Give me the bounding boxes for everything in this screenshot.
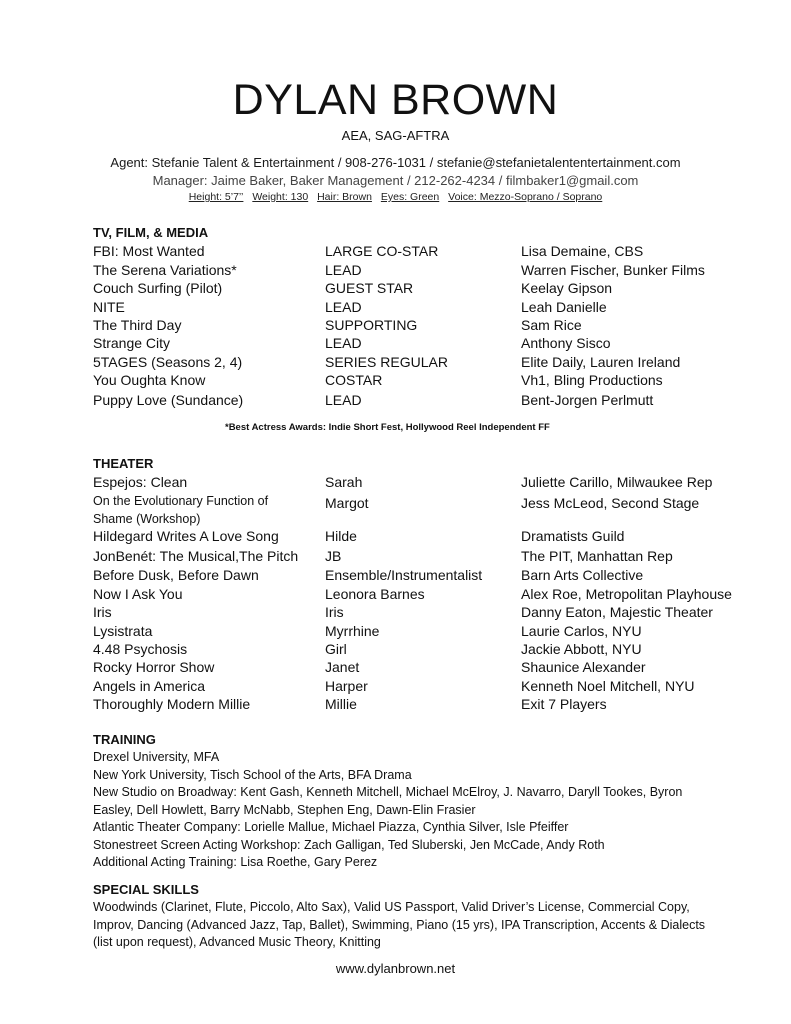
union-affiliations: AEA, SAG-AFTRA bbox=[341, 128, 450, 143]
stat-eyes: Eyes: Green bbox=[380, 191, 440, 203]
stat-hair: Hair: Brown bbox=[317, 191, 372, 203]
training-list bbox=[93, 749, 713, 872]
credit-row bbox=[0, 585, 791, 603]
credit-row bbox=[0, 677, 791, 695]
training-heading: TRAINING bbox=[93, 732, 156, 747]
credit-row bbox=[0, 353, 791, 371]
credit-role: Janet bbox=[325, 659, 360, 675]
credit-title: Rocky Horror Show bbox=[93, 659, 215, 675]
credit-row bbox=[0, 527, 791, 545]
credit-title: Hildegard Writes A Love Song bbox=[93, 528, 279, 544]
credit-role: Ensemble/Instrumentalist bbox=[325, 567, 483, 583]
credit-role: COSTAR bbox=[325, 372, 383, 388]
credit-company: Warren Fischer, Bunker Films bbox=[521, 262, 705, 278]
credit-company: Dramatists Guild bbox=[521, 528, 625, 544]
stat-weight: Weight: 130 bbox=[252, 191, 309, 203]
credit-title: 4.48 Psychosis bbox=[93, 641, 188, 657]
training-line: Stonestreet Screen Acting Workshop: Zach Galligan, Ted Sluberski, Jen McCade, Andy Roth bbox=[93, 837, 605, 852]
credit-title: The Third Day bbox=[93, 317, 182, 333]
training-line: Atlantic Theater Company: Lorielle Mallue, Michael Piazza, Cynthia Silver, Isle Pfeiffer bbox=[93, 820, 569, 834]
credit-row bbox=[0, 242, 791, 260]
credit-title: Puppy Love (Sundance) bbox=[93, 392, 244, 408]
credit-role: SUPPORTING bbox=[325, 317, 418, 333]
credit-title: NITE bbox=[93, 299, 125, 315]
credit-row bbox=[0, 316, 791, 334]
credit-role: Sarah bbox=[325, 474, 363, 490]
agent-contact: Agent: Stefanie Talent & Entertainment / 908-276-1031 / stefanie@stefanietalententertainment.com bbox=[110, 155, 681, 170]
credit-role: SERIES REGULAR bbox=[325, 354, 448, 370]
credit-row bbox=[0, 566, 791, 584]
credit-role: JB bbox=[325, 548, 342, 564]
credit-row bbox=[0, 261, 791, 279]
credit-row bbox=[0, 603, 791, 621]
credit-row bbox=[0, 640, 791, 658]
credit-role: LEAD bbox=[325, 299, 362, 315]
credit-company: Shaunice Alexander bbox=[521, 659, 646, 675]
credit-row bbox=[0, 371, 791, 389]
credit-role: LEAD bbox=[325, 335, 362, 351]
manager-contact: Manager: Jaime Baker, Baker Management / 212-262-4234 / filmbaker1@gmail.com bbox=[152, 173, 639, 188]
credit-title: On the Evolutionary Function of Shame (Workshop) bbox=[93, 494, 269, 526]
credit-company: Keelay Gipson bbox=[521, 280, 613, 296]
credit-title: You Oughta Know bbox=[93, 372, 206, 388]
credit-row bbox=[0, 334, 791, 352]
credit-company: Juliette Carillo, Milwaukee Rep bbox=[521, 474, 713, 490]
credit-title: Espejos: Clean bbox=[93, 474, 188, 490]
credit-role: Leonora Barnes bbox=[325, 586, 425, 602]
credit-company: Vh1, Bling Productions bbox=[521, 372, 663, 388]
website-link[interactable]: www.dylanbrown.net bbox=[335, 961, 456, 976]
credit-role: LEAD bbox=[325, 262, 362, 278]
credit-title: Couch Surfing (Pilot) bbox=[93, 280, 223, 296]
credit-role: GUEST STAR bbox=[325, 280, 414, 296]
credit-company: Jess McLeod, Second Stage bbox=[521, 495, 700, 511]
credit-company: Anthony Sisco bbox=[521, 335, 611, 351]
credit-role: Myrrhine bbox=[325, 623, 380, 639]
credit-company: Lisa Demaine, CBS bbox=[521, 243, 644, 259]
credit-title: Angels in America bbox=[93, 678, 206, 694]
credit-title: FBI: Most Wanted bbox=[93, 243, 205, 259]
credit-role: Girl bbox=[325, 641, 347, 657]
credit-row bbox=[0, 298, 791, 316]
credit-title: The Serena Variations* bbox=[93, 262, 237, 278]
stat-height: Height: 5’7’’ bbox=[188, 191, 244, 203]
credit-company: Danny Eaton, Majestic Theater bbox=[521, 604, 713, 620]
actor-name: DYLAN BROWN bbox=[232, 76, 559, 124]
credit-row bbox=[0, 492, 791, 526]
credit-row bbox=[0, 279, 791, 297]
credit-company: The PIT, Manhattan Rep bbox=[521, 548, 673, 564]
credit-role: Harper bbox=[325, 678, 368, 694]
credit-row bbox=[0, 695, 791, 713]
credit-row bbox=[0, 658, 791, 676]
credit-company: Jackie Abbott, NYU bbox=[521, 641, 642, 657]
credit-company: Barn Arts Collective bbox=[521, 567, 644, 583]
credit-row bbox=[0, 547, 791, 565]
credit-title: Thoroughly Modern Millie bbox=[93, 696, 251, 712]
physical-stats bbox=[0, 191, 791, 203]
credit-row bbox=[0, 391, 791, 409]
credit-role: Margot bbox=[325, 495, 369, 511]
credit-company: Elite Daily, Lauren Ireland bbox=[521, 354, 681, 370]
theater-heading: THEATER bbox=[93, 456, 154, 471]
credit-company: Laurie Carlos, NYU bbox=[521, 623, 642, 639]
tv-film-heading: TV, FILM, & MEDIA bbox=[93, 225, 209, 240]
training-line: New Studio on Broadway: Kent Gash, Kenneth Mitchell, Michael McElroy, J. Navarro, Daryll Tookes, Byron Easley, Dell Howlett, Barry McNabb, Stephen Eng, Dawn-Elin Frasier bbox=[93, 785, 683, 817]
credit-company: Bent-Jorgen Perlmutt bbox=[521, 392, 654, 408]
credit-row bbox=[0, 473, 791, 491]
credit-title: Iris bbox=[93, 604, 112, 620]
credit-title: 5TAGES (Seasons 2, 4) bbox=[93, 354, 243, 370]
credit-title: JonBenét: The Musical,The Pitch bbox=[93, 548, 299, 564]
credit-row bbox=[0, 622, 791, 640]
credit-company: Leah Danielle bbox=[521, 299, 607, 315]
training-line: Additional Acting Training: Lisa Roethe, Gary Perez bbox=[93, 855, 378, 869]
training-line: New York University, Tisch School of the Arts, BFA Drama bbox=[93, 767, 412, 782]
credit-company: Kenneth Noel Mitchell, NYU bbox=[521, 678, 695, 694]
awards-note: *Best Actress Awards: Indie Short Fest, Hollywood Reel Independent FF bbox=[225, 422, 550, 433]
credit-title: Lysistrata bbox=[93, 623, 153, 639]
credit-title: Before Dusk, Before Dawn bbox=[93, 567, 259, 583]
credit-title: Strange City bbox=[93, 335, 171, 351]
skills-heading: SPECIAL SKILLS bbox=[93, 882, 199, 897]
credit-title: Now I Ask You bbox=[93, 586, 183, 602]
training-line: Drexel University, MFA bbox=[93, 750, 220, 764]
credit-role: LARGE CO-STAR bbox=[325, 243, 439, 259]
credit-company: Exit 7 Players bbox=[521, 696, 607, 712]
stat-voice: Voice: Mezzo-Soprano / Soprano bbox=[448, 191, 603, 203]
credit-role: Millie bbox=[325, 696, 357, 712]
credit-company: Sam Rice bbox=[521, 317, 582, 333]
credit-role: LEAD bbox=[325, 392, 362, 408]
skills-text: Woodwinds (Clarinet, Flute, Piccolo, Alto Sax), Valid US Passport, Valid Driver’s License, Commercial Copy, Improv, Dancing (Advanced Jazz, Tap, Ballet), Swimming, Piano (15 yrs), IPA Transcription, Accents & Dialects (list upon request), Advanced Music Theory, Knitting bbox=[93, 900, 706, 949]
credit-role: Hilde bbox=[325, 528, 357, 544]
credit-role: Iris bbox=[325, 604, 344, 620]
credit-company: Alex Roe, Metropolitan Playhouse bbox=[521, 586, 732, 602]
